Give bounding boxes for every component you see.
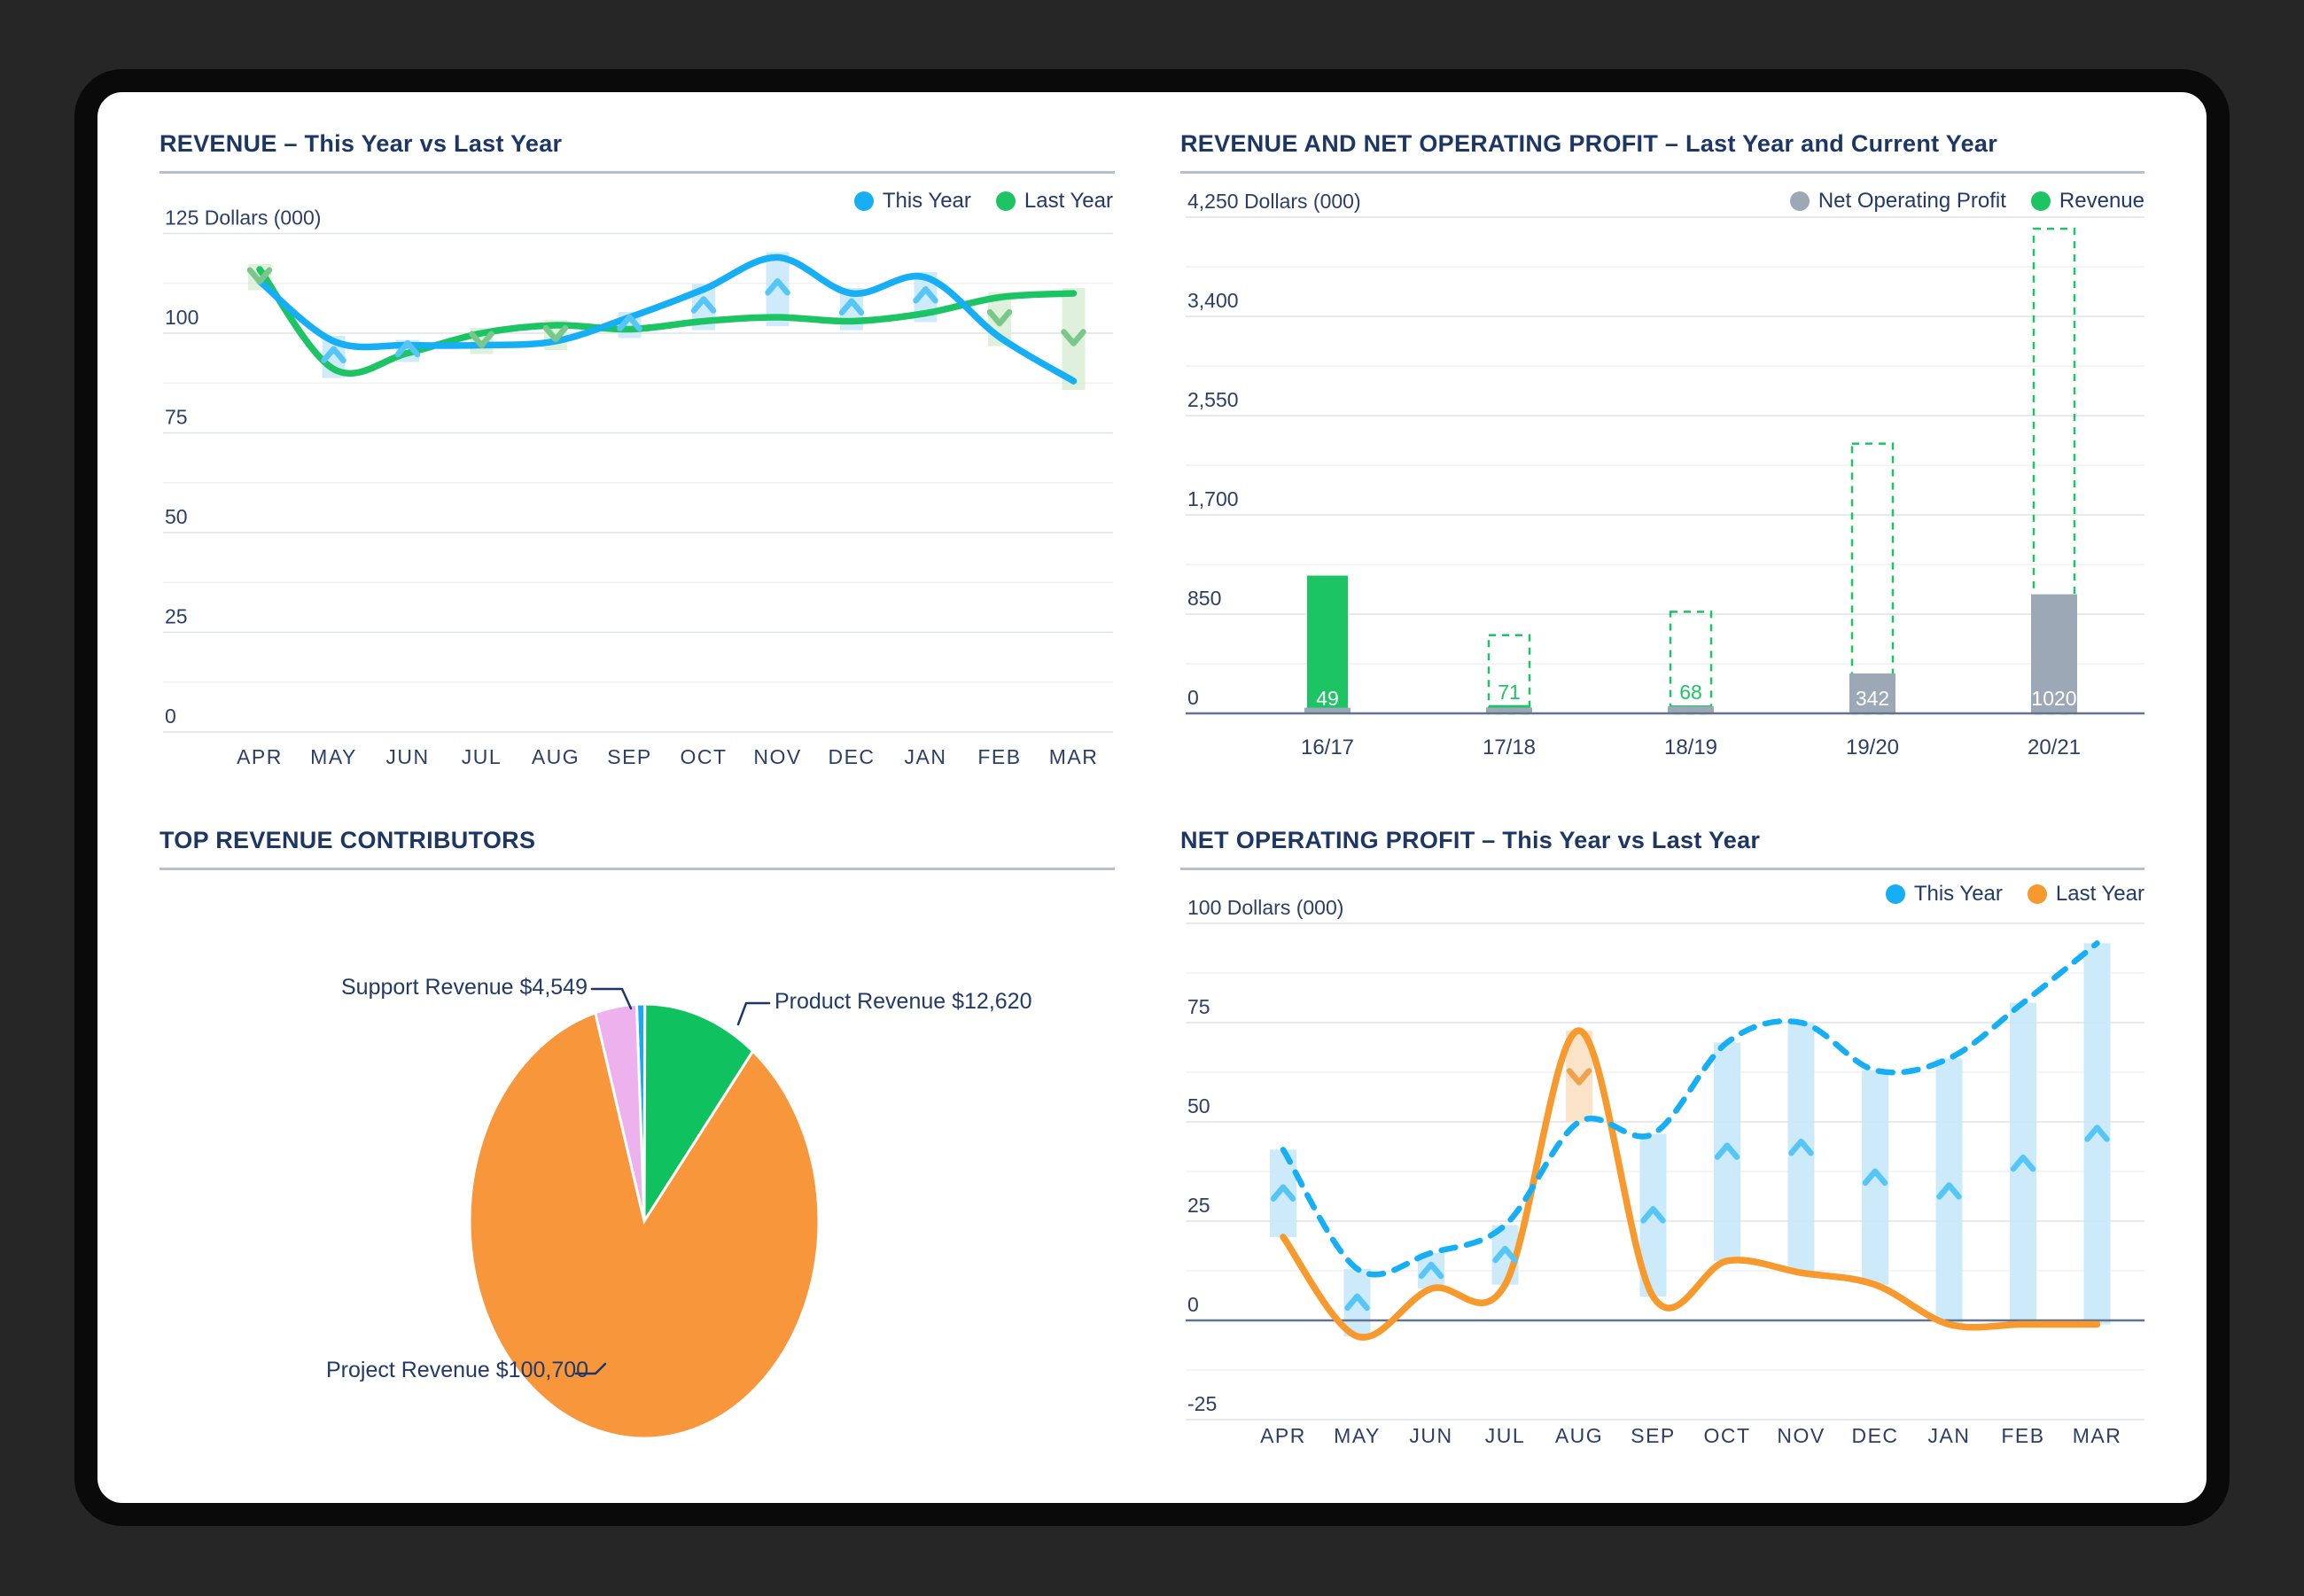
pie-callout-project-revenue: Project Revenue $100,700 <box>326 1358 589 1382</box>
nop-value-label: 49 <box>1316 687 1339 710</box>
x-axis-month-label: DEC <box>828 745 876 768</box>
x-axis-month-label: JUL <box>1484 1424 1526 1447</box>
y-axis-tick-label: 75 <box>1187 995 1210 1018</box>
revenue-value-label: 68 <box>1679 681 1702 704</box>
last-year-line[interactable] <box>1283 1031 2098 1337</box>
y-axis-tick-label: 125 Dollars (000) <box>165 206 322 230</box>
legend-label: Last Year <box>2055 882 2144 906</box>
y-axis-tick-label: 0 <box>1187 686 1199 709</box>
x-axis-month-label: JAN <box>1927 1424 1971 1447</box>
legend-label: Last Year <box>1024 189 1113 213</box>
legend-item-last-year[interactable] <box>996 189 1113 214</box>
top-revenue-contributors-title: TOP REVENUE CONTRIBUTORS <box>160 827 1115 870</box>
y-axis-tick-label: 50 <box>1187 1094 1210 1117</box>
x-axis-month-label: APR <box>237 745 283 768</box>
x-axis-month-label: SEP <box>1631 1424 1676 1447</box>
y-axis-tick-label: 100 Dollars (000) <box>1187 896 1344 919</box>
x-axis-month-label: AUG <box>531 745 580 768</box>
x-axis-month-label: SEP <box>607 745 652 768</box>
x-axis-month-label: JUL <box>461 745 502 768</box>
x-axis-month-label: JUN <box>1409 1424 1453 1447</box>
legend-dot <box>2028 884 2047 904</box>
y-axis-tick-label: 1,700 <box>1187 487 1239 510</box>
legend-dot <box>2031 191 2051 211</box>
x-axis-month-label: JAN <box>904 745 947 768</box>
legend-dot <box>1790 191 1810 211</box>
x-axis-month-label: NOV <box>753 745 802 768</box>
variance-band <box>1936 1058 1963 1324</box>
x-axis-month-label: NOV <box>1777 1424 1825 1447</box>
y-axis-tick-label: -25 <box>1187 1392 1218 1415</box>
legend-item-this-year[interactable] <box>1886 882 2003 907</box>
x-axis-month-label: MAR <box>1048 745 1099 768</box>
pie-callout-product-revenue: Product Revenue $12,620 <box>774 989 1032 1014</box>
legend-dot <box>854 191 874 211</box>
revenue-nop-chart-title: REVENUE AND NET OPERATING PROFIT – Last Year and Current Year <box>1180 130 2144 174</box>
x-axis-year-label: 17/18 <box>1482 736 1537 759</box>
legend-item-net-operating-profit[interactable] <box>1790 189 2006 214</box>
revenue-chart-title: REVENUE – This Year vs Last Year <box>160 130 1115 174</box>
x-axis-year-label: 18/19 <box>1663 736 1718 759</box>
y-axis-tick-label: 25 <box>165 604 188 628</box>
y-axis-tick-label: 75 <box>165 405 188 429</box>
variance-band <box>1714 1042 1740 1260</box>
nop-chart-title: NET OPERATING PROFIT – This Year vs Last Year <box>1180 827 2144 870</box>
variance-band <box>2084 943 2111 1324</box>
revenue-nop-bar-chart <box>1186 190 2144 759</box>
nop-value-label: 342 <box>1855 687 1890 710</box>
x-axis-month-label: FEB <box>977 745 1022 768</box>
revenue-projected-bar[interactable] <box>1852 444 1893 713</box>
legend-label: This Year <box>1913 882 2003 906</box>
y-axis-tick-label: 850 <box>1187 587 1222 610</box>
pie-callout-support-revenue: Support Revenue $4,549 <box>341 975 588 1000</box>
x-axis-month-label: JUN <box>385 745 430 768</box>
y-axis-tick-label: 3,400 <box>1187 289 1239 312</box>
x-axis-month-label: AUG <box>1554 1424 1604 1447</box>
this-year-line[interactable] <box>1283 943 2098 1274</box>
legend-label: Revenue <box>2059 189 2144 213</box>
nop-line-chart <box>1186 896 2144 1447</box>
y-axis-tick-label: 100 <box>165 306 199 329</box>
legend-dot <box>996 191 1016 211</box>
legend-item-this-year[interactable] <box>854 189 971 214</box>
variance-band <box>1344 1269 1371 1336</box>
y-axis-tick-label: 25 <box>1187 1194 1210 1217</box>
x-axis-year-label: 19/20 <box>1845 736 1900 759</box>
legend-item-revenue[interactable] <box>2031 189 2144 214</box>
y-axis-tick-label: 2,550 <box>1187 388 1239 411</box>
x-axis-month-label: OCT <box>1703 1424 1751 1447</box>
legend-item-last-year[interactable] <box>2028 882 2144 907</box>
x-axis-month-label: MAY <box>310 745 357 768</box>
x-axis-month-label: FEB <box>2001 1424 2045 1447</box>
x-axis-month-label: OCT <box>680 745 728 768</box>
x-axis-year-label: 16/17 <box>1300 736 1355 759</box>
legend-label: Net Operating Profit <box>1818 189 2006 213</box>
revenue-line-chart <box>163 206 1113 769</box>
y-axis-tick-label: 0 <box>1187 1293 1199 1316</box>
x-axis-month-label: MAY <box>1334 1424 1381 1447</box>
y-axis-tick-label: 0 <box>165 705 176 728</box>
x-axis-month-label: APR <box>1260 1424 1306 1447</box>
nop-chart-legend <box>1886 882 2144 907</box>
last-year-line[interactable] <box>260 269 1074 373</box>
y-axis-tick-label: 4,250 Dollars (000) <box>1187 190 1361 213</box>
nop-value-label: 1020 <box>2031 687 2077 710</box>
legend-label: This Year <box>882 189 971 213</box>
x-axis-year-label: 20/21 <box>2027 736 2082 759</box>
revenue-value-label: 71 <box>1498 681 1521 704</box>
pie-callout-connector-product <box>738 1003 769 1024</box>
legend-dot <box>1886 884 1905 904</box>
x-axis-month-label: DEC <box>1851 1424 1899 1447</box>
variance-band <box>1862 1070 1888 1285</box>
variance-band <box>2010 1003 2036 1325</box>
revenue-chart-legend <box>854 189 1113 214</box>
variance-band <box>1788 1023 1815 1273</box>
x-axis-month-label: MAR <box>2072 1424 2122 1447</box>
revenue-nop-chart-legend <box>1790 189 2144 214</box>
y-axis-tick-label: 50 <box>165 505 188 528</box>
